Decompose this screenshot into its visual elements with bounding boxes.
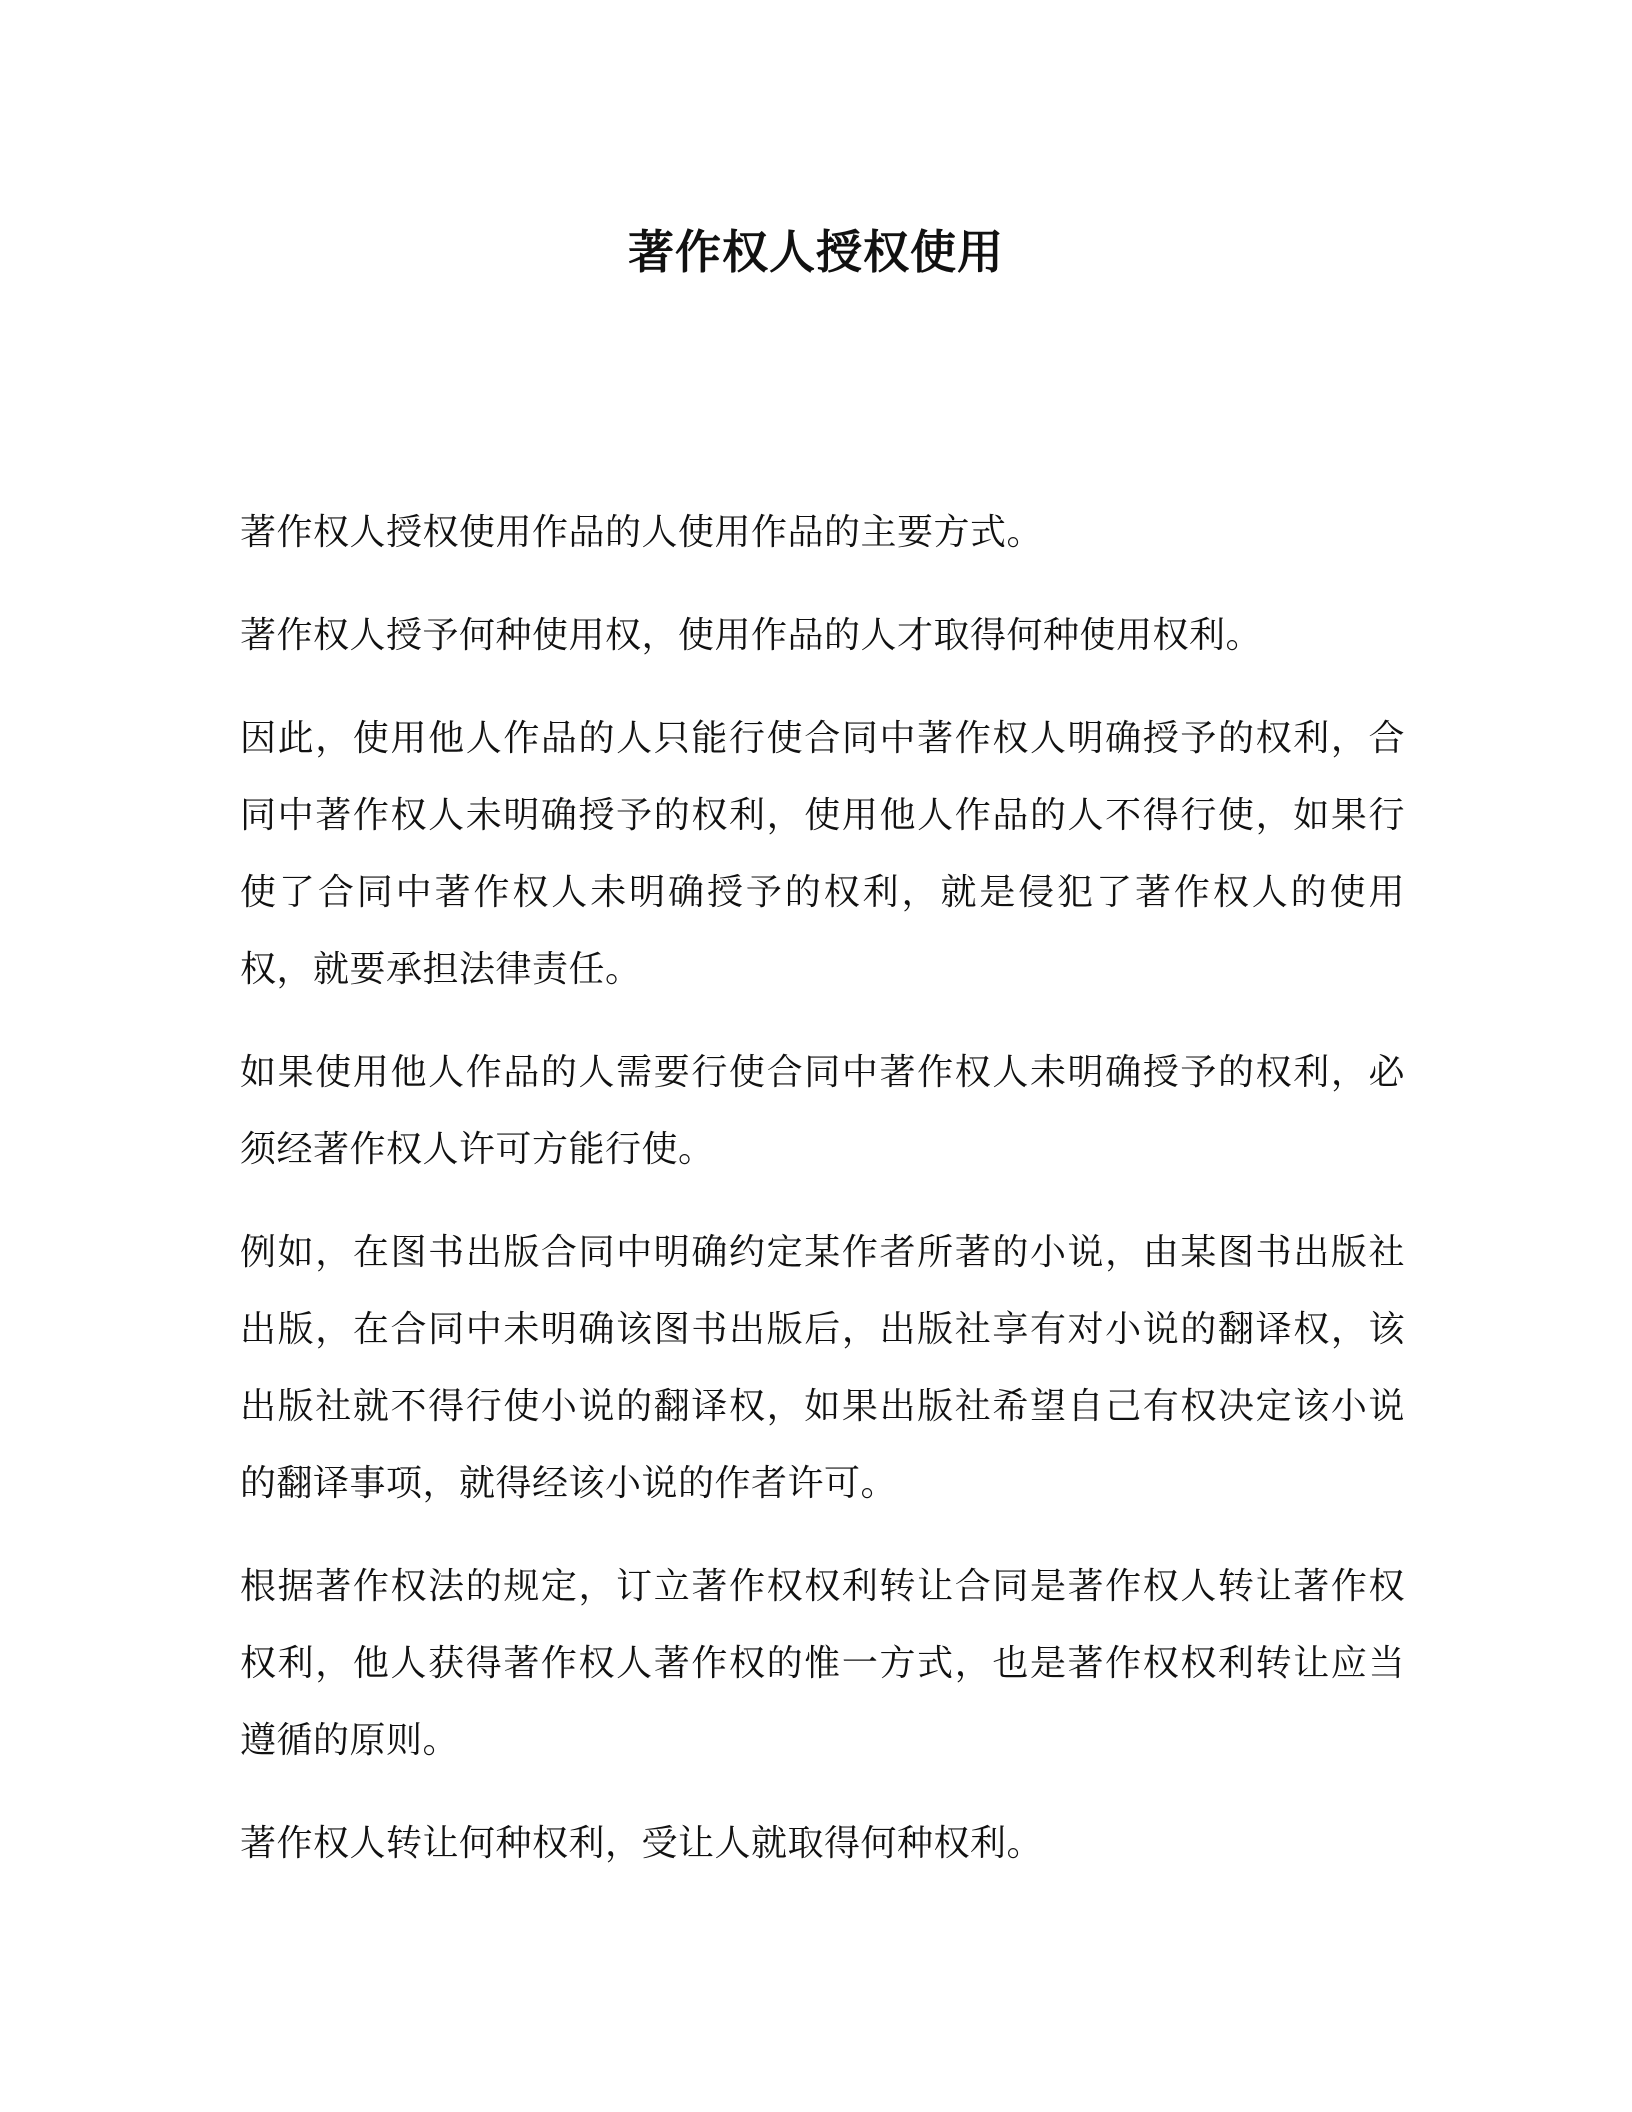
document-title: 著作权人授权使用 <box>628 225 1004 279</box>
paragraph: 著作权人授权使用作品的人使用作品的主要方式。 <box>240 512 1044 553</box>
paragraph: 著作权人转让何种权利，受让人就取得何种权利。 <box>240 1823 1044 1864</box>
paragraph: 因此，使用他人作品的人只能行使合同中著作权人明确授予的权利，合同中著作权人未明确授予的权利，使用他人作品的人不得行使，如果行使了合同中著作权人未明确授予的权利，就是侵犯了著作权人的使用权，就要承担法律责任。 <box>240 718 1405 990</box>
paragraph: 著作权人授予何种使用权，使用作品的人才取得何种使用权利。 <box>240 615 1263 656</box>
paragraph: 根据著作权法的规定，订立著作权权利转让合同是著作权人转让著作权权利，他人获得著作权人著作权的惟一方式，也是著作权权利转让应当遵循的原则。 <box>240 1566 1405 1761</box>
paragraph: 例如，在图书出版合同中明确约定某作者所著的小说，由某图书出版社出版，在合同中未明确该图书出版后，出版社享有对小说的翻译权，该出版社就不得行使小说的翻译权，如果出版社希望自己有权决定该小说的翻译事项，就得经该小说的作者许可。 <box>240 1232 1405 1504</box>
document-body <box>240 494 1405 1908</box>
paragraph: 如果使用他人作品的人需要行使合同中著作权人未明确授予的权利，必须经著作权人许可方能行使。 <box>240 1052 1405 1170</box>
